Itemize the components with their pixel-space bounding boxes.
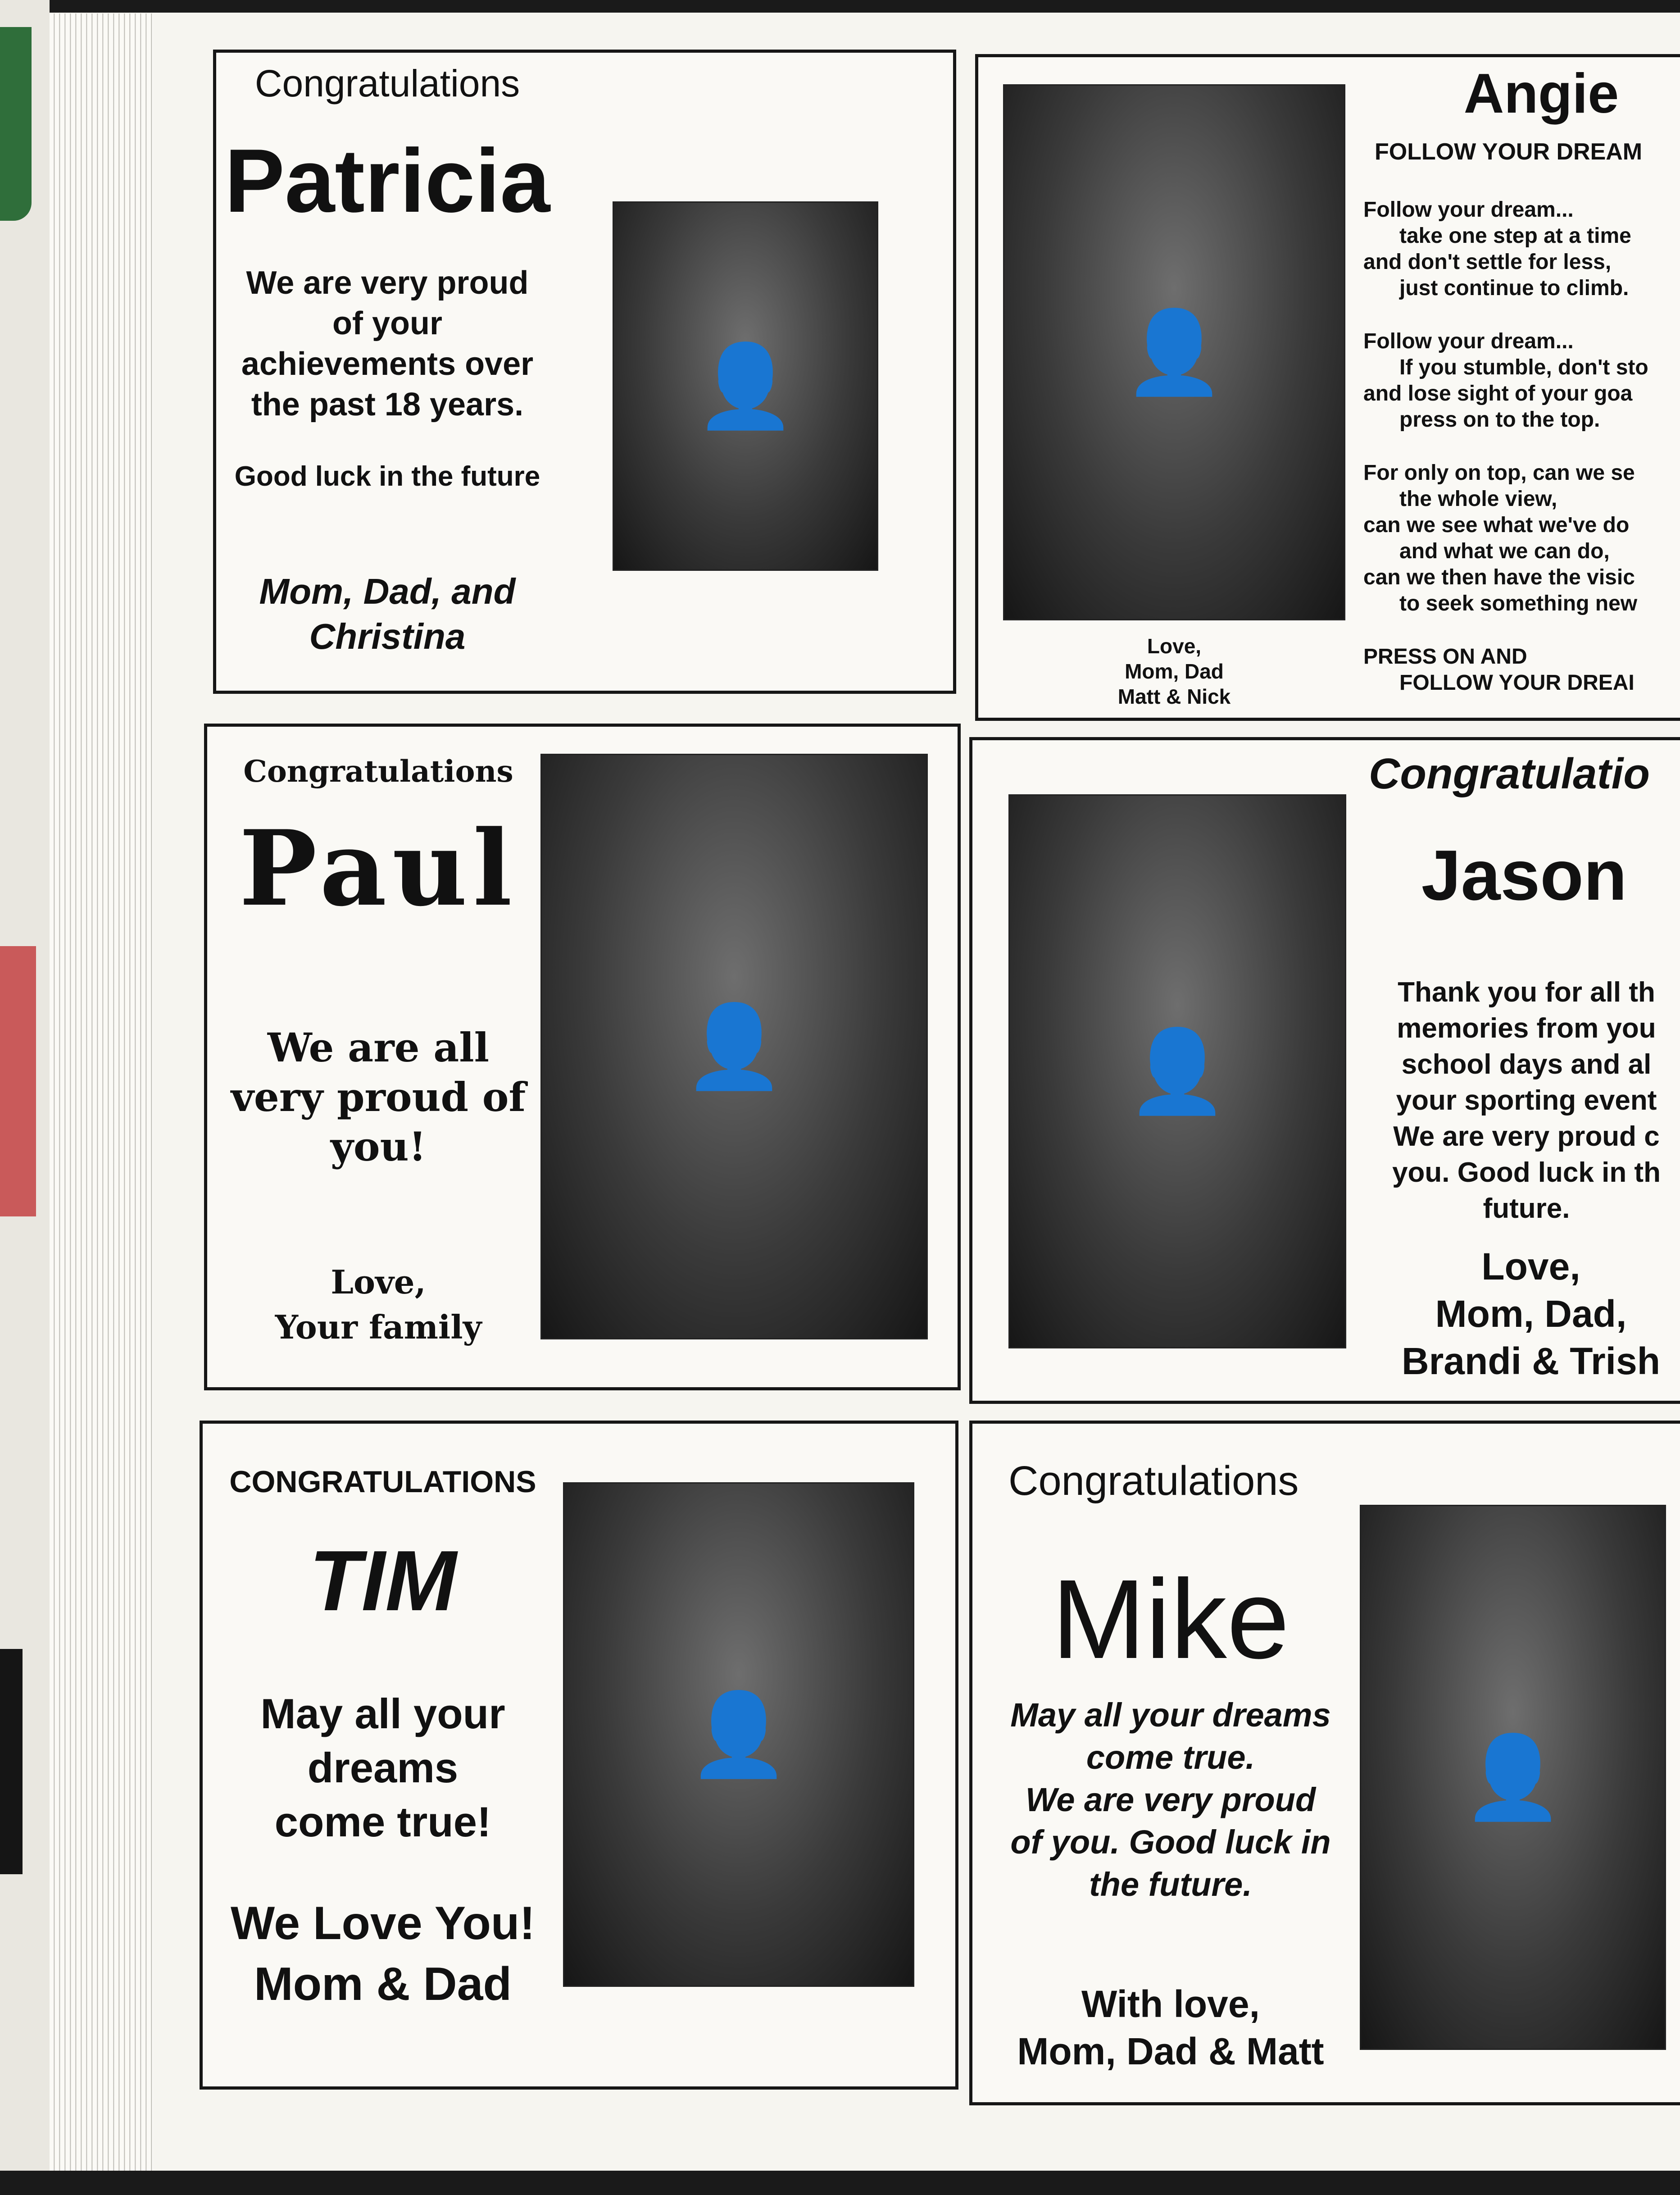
poem-line: just continue to climb. (1399, 276, 1629, 300)
poem-line: Follow your dream... (1363, 198, 1574, 222)
ad-message: May all your (260, 1690, 505, 1737)
ad-patricia (213, 50, 956, 694)
ad-signature: We Love You! (230, 1897, 536, 1949)
message-line: your sporting event (1396, 1085, 1657, 1116)
message-line: May all your dreams (1010, 1696, 1331, 1734)
message-line: come true. (1086, 1739, 1255, 1776)
ad-subtitle: FOLLOW YOUR DREAM (1375, 139, 1643, 165)
scan-top-edge (0, 0, 1680, 13)
spine-tab-red (0, 946, 36, 1216)
page-stack-edge (50, 14, 153, 2172)
portrait-photo (1008, 794, 1346, 1348)
spine-tab-black (0, 1649, 23, 1874)
yearbook-page (153, 13, 1680, 2171)
ad-signature: Mom, Dad, and (259, 571, 516, 611)
ad-signature: Mom, Dad, (1435, 1293, 1627, 1335)
book-spine (0, 0, 50, 2195)
ad-message (1369, 975, 1680, 1227)
ad-good-luck: Good luck in the future (234, 461, 540, 492)
ad-angie (975, 54, 1680, 721)
ad-signature: Mom, Dad & Matt (1017, 2030, 1324, 2072)
ad-jason (969, 737, 1680, 1404)
ad-signature: With love, (1081, 1983, 1260, 2025)
ad-mike (969, 1421, 1680, 2105)
person-icon: 👤 (1462, 1732, 1564, 1823)
message-line: future. (1483, 1193, 1570, 1224)
ad-message: We are very proud (246, 265, 529, 301)
message-line: We are very proud c (1393, 1121, 1660, 1152)
poem-line: take one step at a time (1399, 224, 1631, 248)
message-line: Thank you for all th (1398, 977, 1655, 1008)
ad-name: Mike (1052, 1556, 1290, 1682)
poem-line: PRESS ON AND (1363, 645, 1527, 669)
ad-header: Congratulations (1008, 1458, 1299, 1504)
person-icon: 👤 (1126, 1026, 1228, 1117)
ad-signature: Love, (331, 1263, 426, 1301)
message-line: you. Good luck in th (1392, 1157, 1661, 1188)
poem-line: the whole view, (1399, 487, 1557, 511)
portrait-photo (1003, 84, 1345, 620)
ad-signature: Your family (275, 1308, 482, 1346)
ad-header: Congratulatio (1369, 750, 1650, 798)
portrait-photo (540, 754, 928, 1339)
poem-line: For only on top, can we se (1363, 461, 1635, 485)
poem-line: can we see what we've do (1363, 513, 1630, 537)
message-line: of you. Good luck in (1010, 1823, 1331, 1861)
message-line: school days and al (1401, 1049, 1652, 1080)
ad-signature: Mom, Dad (1125, 660, 1224, 683)
ad-signature: Brandi & Trish (1401, 1340, 1661, 1382)
portrait-photo (563, 1482, 914, 1987)
ad-message: We are all (267, 1024, 490, 1071)
poem-line: Follow your dream... (1363, 329, 1574, 353)
ad-signature: Mom & Dad (254, 1958, 512, 2010)
ad-message (986, 1694, 1355, 1906)
ad-header: Congratulations (243, 754, 513, 789)
ad-header: CONGRATULATIONS (229, 1465, 536, 1499)
ad-name: Paul (239, 808, 518, 929)
ad-message: you! (330, 1123, 427, 1170)
person-icon: 👤 (683, 1001, 785, 1092)
portrait-photo (1360, 1505, 1666, 2050)
poem-line: and what we can do, (1399, 539, 1610, 563)
ad-signature: Christina (309, 616, 466, 656)
scan-bottom-edge (0, 2171, 1680, 2195)
ad-header: Congratulations (254, 62, 520, 105)
ad-message: come true! (274, 1798, 491, 1845)
ad-tim (200, 1421, 958, 2090)
ad-message: very proud of (231, 1074, 526, 1120)
poem-line: press on to the top. (1399, 408, 1600, 432)
ad-name: Jason (1421, 836, 1627, 915)
poem-line: FOLLOW YOUR DREAI (1399, 671, 1635, 695)
ad-name: TIM (309, 1533, 457, 1629)
poem-line: can we then have the visic (1363, 565, 1635, 589)
poem-line: If you stumble, don't sto (1399, 355, 1648, 379)
poem (1363, 197, 1680, 696)
message-line: the future. (1089, 1866, 1252, 1903)
ad-signature: Matt & Nick (1117, 685, 1231, 708)
ad-message: achievements over (241, 346, 534, 382)
message-line: memories from you (1397, 1013, 1656, 1044)
ad-signature: Love, (1481, 1245, 1580, 1288)
person-icon: 👤 (695, 341, 796, 432)
message-line: We are very proud (1025, 1781, 1316, 1818)
ad-message: the past 18 years. (251, 387, 524, 423)
ad-paul (204, 724, 961, 1390)
person-icon: 👤 (1123, 307, 1225, 398)
ad-name: Patricia (224, 131, 550, 231)
poem-line: and don't settle for less, (1363, 250, 1612, 274)
person-icon: 👤 (688, 1689, 790, 1780)
ad-message: dreams (307, 1744, 459, 1791)
ad-signature: Love, (1147, 634, 1202, 658)
poem-line: and lose sight of your goa (1363, 382, 1633, 405)
spine-tab-green (0, 27, 32, 221)
ad-name: Angie (1463, 63, 1619, 125)
ad-message: of your (332, 305, 442, 342)
portrait-photo (613, 201, 878, 571)
poem-line: to seek something new (1399, 592, 1638, 615)
